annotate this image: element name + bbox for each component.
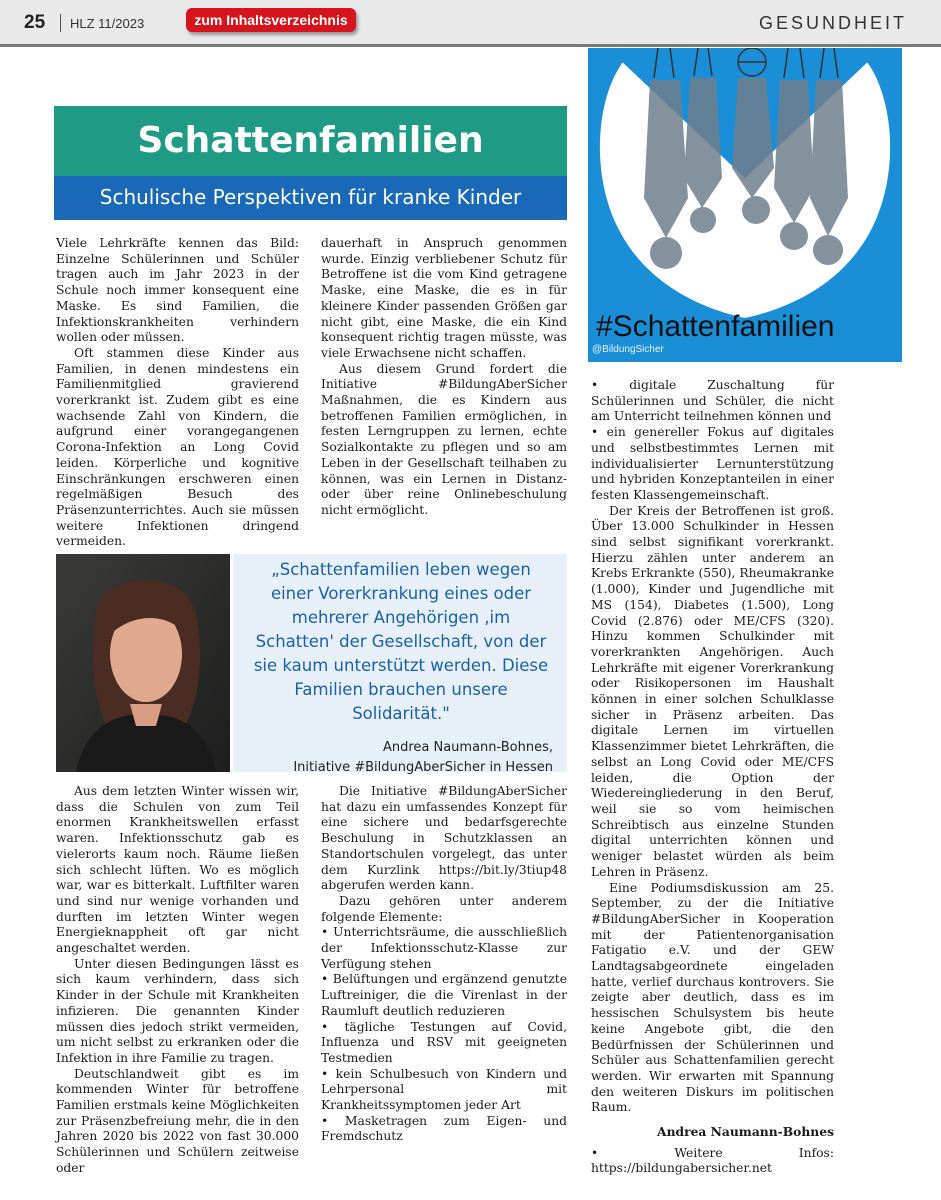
column-3 xyxy=(591,378,834,1177)
pull-quote-box xyxy=(233,554,567,775)
bullet-item: • Belüftungen und ergänzend genutzte Luftreiniger, die die Virenlast in der Raumluft deutlich reduzieren xyxy=(321,972,567,1019)
paragraph: Die Initiative #BildungAberSicher hat dazu ein umfassendes Konzept für eine sichere und bedarfsgerechte Beschulung in Schutzklassen an Standortschulen vorgelegt, das unter dem Kurzlink https://bit.ly/3tiup48 abgerufen werden kann. xyxy=(321,784,567,893)
bullet-item: • Masketragen zum Eigen- und Fremdschutz xyxy=(321,1114,567,1145)
bullet-item: • Unterrichtsräume, die ausschließlich der Infektionsschutz-Klasse zur Verfügung stehen xyxy=(321,925,567,972)
bullet-item: • ein genereller Fokus auf digitales und selbstbestimmtes Lernen mit individualisierter Lernunterstützung und hybriden Konzeptanteilen in einer festen Klassengemeinschaft. xyxy=(591,425,834,504)
header-divider xyxy=(60,14,61,32)
page-header xyxy=(0,0,941,47)
column-1-bottom xyxy=(56,784,299,1177)
column-2-top xyxy=(321,236,567,519)
hero-credit: @BildungSicher xyxy=(592,344,664,355)
hero-image xyxy=(588,48,902,362)
toc-button[interactable]: zum Inhaltsverzeichnis xyxy=(186,8,356,32)
section-title: GESUNDHEIT xyxy=(758,13,907,33)
bullet-item: • digitale Zuschaltung für Schülerinnen und Schüler, die nicht am Unterricht teilnehmen können und xyxy=(591,378,834,425)
paragraph: Eine Podiumsdiskussion am 25. September, zu der die Initiative #BildungAberSicher in Kooperation mit der Patientenorganisation Fatigatio e.V. und der GEW Landtagsabgeordnete eingeladen hatte, verlief durchaus kontrovers. Sie zeigte aber deutlich, dass es im hessischen Schulsystem bis heute keine Angebote gibt, die den Bedürfnissen der Schülerinnen und Schüler aus Schattenfamilien gerecht werden. Wir erwarten mit Spannung den weiteren Diskurs im politischen Raum. xyxy=(591,880,834,1115)
paragraph: Der Kreis der Betroffenen ist groß. Über 13.000 Schulkinder in Hessen sind selbst signifikant vorerkrankt. Hierzu zählen unter anderem an Krebs Erkrankte (550), Rheumakranke (1.000), Kinder und Jugendliche mit MS (154), Diabetes (1.500), Long Covid (2.876) oder ME/CFS (320). Hinzu kommen Schulkinder mit vorerkrankten Angehörigen. Auch Lehrkräfte mit eigener Vorerkrankung oder Risikopersonen im Haushalt können in einer solchen Schulklasse sicher in Präsenz arbeiten. Das digitale Lernen im virtuellen Klassenzimmer bietet Lehrkräften, die selbst an Long Covid oder ME/CFS leiden, die Option der Wiedereingliederung in den Beruf, weil sie so vom heimischen Schreibtisch aus einzelne Stunden digital unterrichten können und weniger belastet würden als beim Lehren in Präsenz. xyxy=(591,503,835,879)
issue-label: HLZ 11/2023 xyxy=(70,16,145,31)
bullet-item: • kein Schulbesuch von Kindern und Lehrpersonal mit Krankheitssymptomen jeder Art xyxy=(321,1067,567,1114)
paragraph: Aus dem letzten Winter wissen wir, dass die Schulen von zum Teil enormen Krankheitswellen erfasst waren. Infektionsschutz gab es vielerorts kaum noch. Räume ließen sich schlecht lüften. Wo es möglich war, war es bitterkalt. Luftfilter waren und sind nur wenige vorhanden und durften im letzten Winter wegen Energieknappheit oft gar nicht angeschaltet werden. xyxy=(56,784,299,956)
paragraph: dauerhaft in Anspruch genommen wurde. Einzig verbliebener Schutz für Betroffene ist die vom Kind getragene Maske, eine Maske, die es in für kleinere Kinder passenden Größen gar nicht gibt, eine Maske, die ein Kind konsequent richtig tragen müsste, was viele Erwachsene nicht schaffen. xyxy=(321,236,567,360)
paragraph: Aus diesem Grund fordert die Initiative #BildungAberSicher Maßnahmen, die es Kindern aus betroffenen Familien ermöglichen, in festen Lerngruppen zu lernen, echte Sozialkontakte zu pflegen und so am Leben in der Gesellschaft teilhaben zu können, was ein Lernen in Distanz- oder über reine Onlinebeschulung nicht ermöglicht. xyxy=(321,361,567,517)
author-signature: Andrea Naumann-Bohnes xyxy=(657,1124,834,1140)
paragraph: Dazu gehören unter anderem folgende Elemente: xyxy=(321,893,567,924)
info-link[interactable]: • Weitere Infos: https://bildungabersicher.net xyxy=(591,1146,834,1177)
column-1-top xyxy=(56,236,299,550)
title-banner xyxy=(54,106,567,176)
paragraph: Deutschlandweit gibt es im kommenden Winter für betroffene Familien erstmals keine Möglichkeiten zur Präsenzbefreiung mehr, die in den Jahren 2020 bis 2022 von fast 30.000 Schülerinnen und Schülern zeitweise oder xyxy=(56,1066,299,1175)
article-subtitle: Schulische Perspektiven für kranke Kinder xyxy=(99,185,522,209)
bullet-item: • tägliche Testungen auf Covid, Influenza und RSV mit geeigneten Testmedien xyxy=(321,1020,567,1067)
pull-quote-author xyxy=(233,738,553,778)
paragraph: Oft stammen diese Kinder aus Familien, in denen mindestens ein Familienmitglied gravierend vorerkrankt ist. Zudem gibt es eine wachsende Zahl von Kindern, die aufgrund einer vorangegangenen Corona-Infektion an Long Covid leiden. Körperliche und kognitive Einschränkungen erschweren einen regelmäßigen Besuch des Präsenzunterrichtes. Auch sie müssen weitere Infektionen dringend vermeiden. xyxy=(56,345,299,549)
column-2-bottom xyxy=(321,784,567,1145)
author-photo xyxy=(56,554,230,772)
portrait-image xyxy=(56,554,230,772)
page-number: 25 xyxy=(24,12,46,33)
paragraph: Viele Lehrkräfte kennen das Bild: Einzelne Schülerinnen und Schüler tragen auch im Jahr 2023 in der Schule noch immer konsequent eine Maske. Es sind Familien, die Infektionskrankheiten verhindern wollen oder müssen. xyxy=(56,236,299,345)
pull-quote-text: „Schattenfamilien leben wegen einer Vorerkrankung eines oder mehrerer Angehörigen ‚im Schatten' der Gesellschaft, von der sie kaum unterstützt werden. Diese Familien brauchen unsere Solidarität." xyxy=(253,560,549,723)
paragraph: Unter diesen Bedingungen lässt es sich kaum verhindern, dass sich Kinder in der Schule mit Krankheiten infizieren. Die genannten Kinder müssen dies jedoch strikt vermeiden, um nicht selbst zu erkranken oder die Infektion in ihre Familie zu tragen. xyxy=(56,956,299,1065)
article-title: Schattenfamilien xyxy=(137,120,484,161)
quote-author-org: Initiative #BildungAberSicher in Hessen xyxy=(293,760,553,775)
quote-author-name: Andrea Naumann-Bohnes, xyxy=(382,740,553,755)
hero-hashtag: #Schattenfamilien xyxy=(596,310,835,343)
subtitle-banner xyxy=(54,176,567,220)
